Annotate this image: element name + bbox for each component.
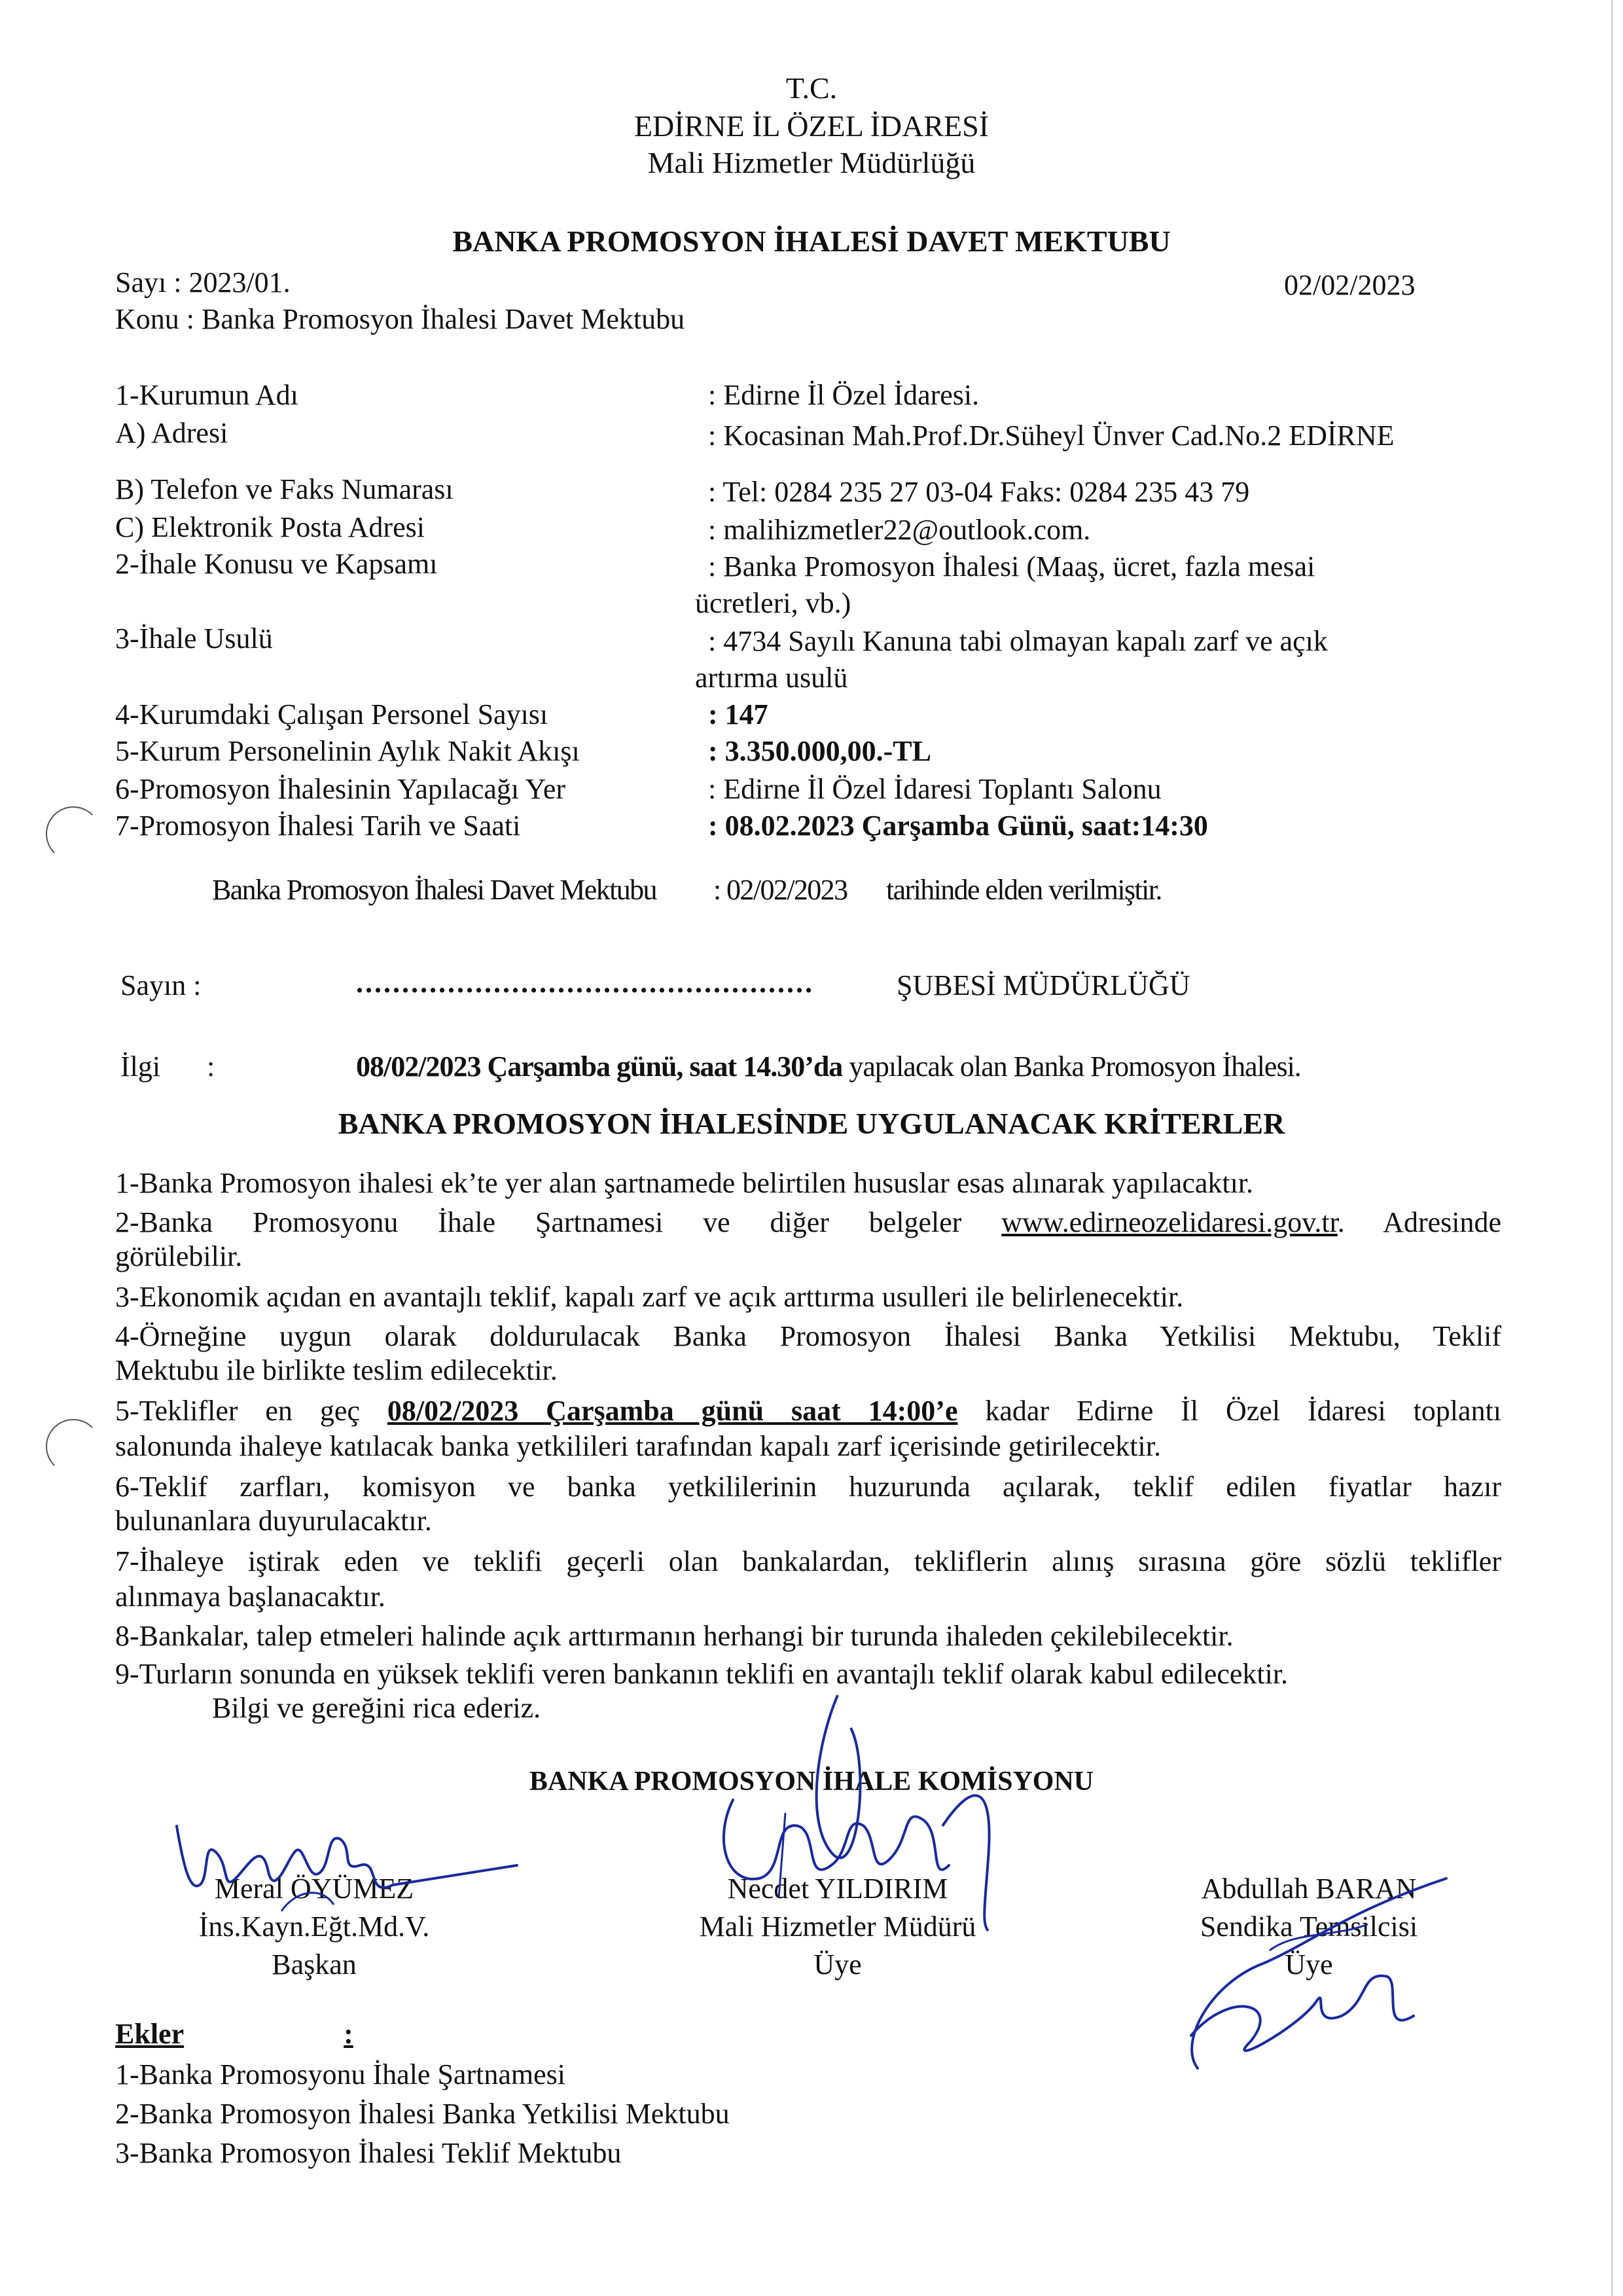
document-title: BANKA PROMOSYON İHALESİ DAVET MEKTUBU: [452, 224, 1171, 258]
criterion-7-cont: alınmaya başlanacaktır.: [115, 1581, 385, 1613]
signatory-3-role: Üye: [1285, 1948, 1333, 1981]
punch-hole-mark-upper: [46, 806, 101, 861]
reference-colon: :: [207, 1050, 215, 1083]
info-value-5-cont: ücretleri, vb.): [695, 587, 851, 619]
info-value-4: : malihizmetler22@outlook.com.: [708, 514, 1091, 546]
info-label-3: B) Telefon ve Faks Numarası: [115, 473, 454, 505]
criterion-2-text: 2-Banka Promosyonu İhale Şartnamesi ve diğer belgeler: [115, 1206, 962, 1238]
recipient-label: Sayın :: [120, 969, 202, 1001]
header-institution: EDİRNE İL ÖZEL İDARESİ: [633, 109, 990, 143]
info-label-7: 4-Kurumdaki Çalışan Personel Sayısı: [115, 698, 548, 730]
delivery-date: : 02/02/2023: [713, 874, 847, 906]
info-label-6: 3-İhale Usulü: [115, 622, 273, 655]
info-value-2: : Kocasinan Mah.Prof.Dr.Süheyl Ünver Cad.No.2 EDİRNE: [708, 420, 1395, 452]
reference-label: İlgi: [120, 1050, 161, 1083]
signatory-1-title: İns.Kayn.Eğt.Md.V.: [198, 1910, 430, 1943]
delivery-label: Banka Promosyon İhalesi Davet Mektubu: [212, 874, 656, 906]
attachments-title: [115, 2017, 364, 2051]
reference-datetime: 08/02/2023 Çarşamba günü, saat 14.30’da: [356, 1050, 843, 1083]
info-label-4: C) Elektronik Posta Adresi: [115, 511, 425, 543]
info-label-10: 7-Promosyon İhalesi Tarih ve Saati: [115, 810, 521, 842]
closing-text: Bilgi ve gereğini rica ederiz.: [212, 1692, 541, 1724]
info-value-7: : 147: [708, 698, 768, 730]
criterion-5: [115, 1394, 1501, 1428]
criterion-5-text: 5-Teklifler en geç: [115, 1395, 360, 1427]
info-value-9: : Edirne İl Özel İdaresi Toplantı Salonu: [708, 773, 1162, 805]
criterion-2-cont: görülebilir.: [115, 1240, 243, 1272]
criterion-3: 3-Ekonomik açıdan en avantajlı teklif, kapalı zarf ve açık arttırma usulleri ile belirlenecektir.: [115, 1281, 1184, 1313]
signature-3-handwritten: [1152, 1872, 1459, 2081]
header-tc: T.C.: [785, 71, 838, 105]
attachments-title-colon: :: [344, 2018, 353, 2050]
signatory-1-role: Başkan: [272, 1948, 357, 1981]
info-label-1: 1-Kurumun Adı: [115, 379, 298, 411]
document-date: 02/02/2023: [1284, 269, 1416, 301]
scan-edge-line: [1611, 0, 1613, 2296]
criterion-5-cont: salonunda ihaleye katılacak banka yetkilileri tarafından kapalı zarf içerisinde getirilecektir.: [115, 1430, 1161, 1462]
criterion-4-cont: Mektubu ile birlikte teslim edilecektir.: [115, 1354, 558, 1386]
info-label-2: A) Adresi: [115, 417, 228, 449]
criterion-7: 7-İhaleye iştirak eden ve teklifi geçerli olan bankalardan, tekliflerin alınış sırasına göre sözlü teklifler: [115, 1545, 1501, 1577]
recipient-branch: ŞUBESİ MÜDÜRLÜĞÜ: [897, 969, 1190, 1001]
reference-subject: yapılacak olan Banka Promosyon İhalesi.: [849, 1050, 1301, 1083]
criterion-1: 1-Banka Promosyon ihalesi ek’te yer alan şartnamede belirtilen hususlar esas alınarak yapılacaktır.: [115, 1167, 1254, 1199]
criteria-title: BANKA PROMOSYON İHALESİNDE UYGULANACAK KRİTERLER: [338, 1107, 1285, 1140]
signature-2-handwritten: [707, 1689, 1021, 1937]
criterion-9: 9-Turların sonunda en yüksek teklifi veren bankanın teklifi en avantajlı teklif olarak kabul edilecektir.: [115, 1658, 1289, 1690]
signature-1-handwritten: [164, 1813, 530, 1957]
reference-text: [356, 1050, 1301, 1084]
info-value-3: : Tel: 0284 235 27 03-04 Faks: 0284 235 43 79: [708, 476, 1250, 508]
info-label-5: 2-İhale Konusu ve Kapsamı: [115, 548, 438, 580]
criterion-6-cont: bulunanlara duyurulacaktır.: [115, 1505, 432, 1537]
subject-line: Konu : Banka Promosyon İhalesi Davet Mektubu: [115, 303, 685, 335]
website-link[interactable]: www.edirneozelidaresi.gov.tr: [1001, 1206, 1338, 1238]
attachment-item-1: 1-Banka Promosyonu İhale Şartnamesi: [115, 2058, 565, 2090]
criterion-5-tail: kadar Edirne İl Özel İdaresi toplantı: [985, 1395, 1502, 1427]
info-label-8: 5-Kurum Personelinin Aylık Nakit Akışı: [115, 735, 580, 767]
signatory-2-name: Necdet YILDIRIM: [727, 1873, 948, 1905]
reference-number: Sayı : 2023/01.: [115, 266, 291, 298]
info-value-6-cont: artırma usulü: [695, 662, 848, 694]
criterion-4: 4-Örneğine uygun olarak doldurulacak Banka Promosyon İhalesi Banka Yetkilisi Mektubu, Teklif: [115, 1320, 1501, 1352]
signatory-2-role: Üye: [813, 1948, 862, 1981]
criterion-5-deadline: 08/02/2023 Çarşamba günü saat 14:00’e: [387, 1395, 958, 1427]
signatory-1-name: Meral ÖYÜMEZ: [214, 1873, 414, 1905]
attachment-item-2: 2-Banka Promosyon İhalesi Banka Yetkilisi Mektubu: [115, 2098, 730, 2130]
commission-title: BANKA PROMOSYON İHALE KOMİSYONU: [529, 1767, 1094, 1797]
criterion-6: 6-Teklif zarfları, komisyon ve banka yetkililerinin huzurunda açılarak, teklif edilen fiyatlar hazır: [115, 1471, 1501, 1503]
delivery-note: tarihinde elden verilmiştir.: [886, 874, 1162, 906]
recipient-blank: ..................................................: [356, 967, 814, 999]
signatory-3-name: Abdullah BARAN: [1201, 1873, 1417, 1905]
punch-hole-mark-lower: [46, 1419, 101, 1474]
criterion-2-tail: . Adresinde: [1337, 1206, 1502, 1238]
info-value-8: : 3.350.000,00.-TL: [708, 735, 931, 767]
attachments-title-text: Ekler: [115, 2018, 185, 2050]
header-department: Mali Hizmetler Müdürlüğü: [647, 146, 976, 179]
signatory-3-title: Sendika Temsilcisi: [1200, 1910, 1418, 1943]
criterion-2: [115, 1206, 1501, 1240]
criterion-8: 8-Bankalar, talep etmeleri halinde açık arttırmanın herhangi bir turunda ihaleden çekilebilecektir.: [115, 1620, 1234, 1652]
signatory-2-title: Mali Hizmetler Müdürü: [699, 1910, 976, 1943]
info-value-1: : Edirne İl Özel İdaresi.: [708, 379, 980, 411]
info-value-10: : 08.02.2023 Çarşamba Günü, saat:14:30: [708, 810, 1208, 842]
info-label-9: 6-Promosyon İhalesinin Yapılacağı Yer: [115, 773, 566, 805]
info-value-5: : Banka Promosyon İhalesi (Maaş, ücret, fazla mesai: [708, 550, 1315, 583]
info-value-6: : 4734 Sayılı Kanuna tabi olmayan kapalı zarf ve açık: [708, 625, 1328, 657]
attachment-item-3: 3-Banka Promosyon İhalesi Teklif Mektubu: [115, 2137, 622, 2169]
